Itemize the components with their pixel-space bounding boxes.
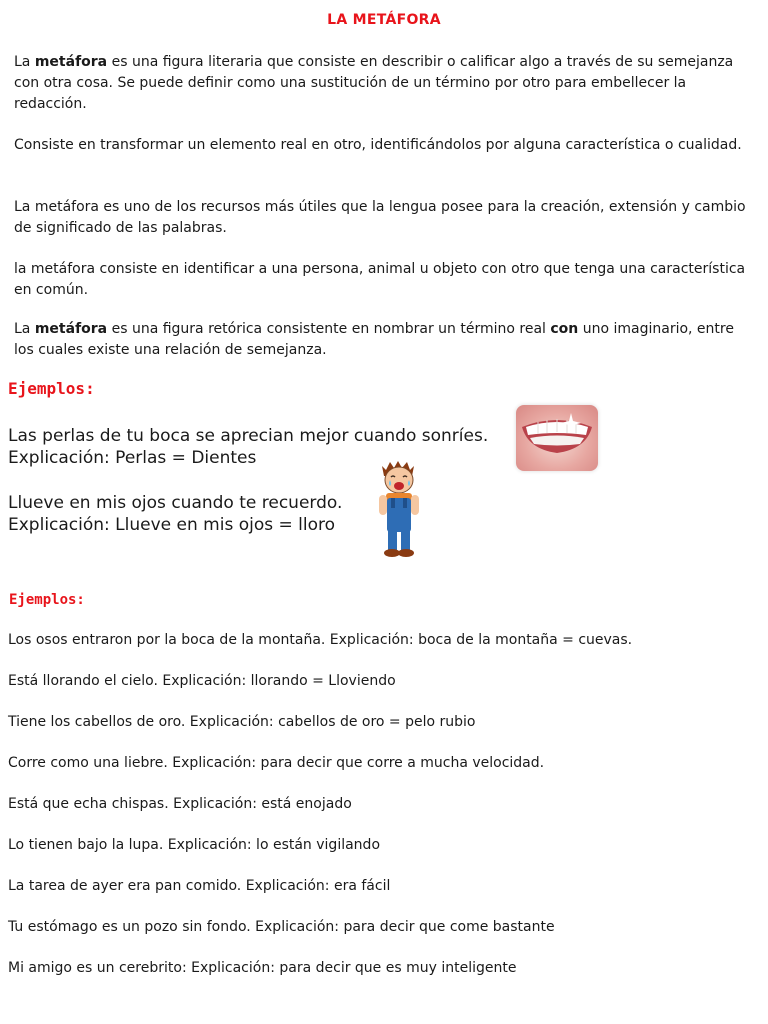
paragraph-resources: La metáfora es uno de los recursos más útiles que la lengua posee para la creación, extensión y cambio de significado de las palabras.	[14, 199, 746, 236]
example-block	[8, 492, 342, 536]
example-explanation: Explicación: Llueve en mis ojos = lloro	[8, 515, 336, 535]
example-explanation: Explicación: Perlas = Dientes	[8, 448, 257, 468]
crying-boy-illustration	[372, 460, 428, 560]
bold-term: metáfora	[34, 54, 108, 70]
paragraph-text: La	[14, 321, 35, 337]
smile-teeth-image	[516, 405, 598, 471]
page-title: LA METÁFORA	[327, 12, 441, 28]
example-sentence: Llueve en mis ojos cuando te recuerdo.	[8, 493, 343, 513]
examples-heading: Ejemplos:	[9, 592, 85, 608]
example-sentence: Las perlas de tu boca se aprecian mejor cuando sonríes.	[8, 426, 489, 446]
paragraph-transform: Consiste en transformar un elemento real en otro, identificándolos por alguna característica o cualidad.	[14, 137, 742, 153]
example-line: Corre como una liebre. Explicación: para decir que corre a mucha velocidad.	[8, 755, 545, 771]
teeth-icon	[516, 405, 598, 471]
paragraph-identify: la metáfora consiste en identificar a una persona, animal u objeto con otro que tenga una característica en común.	[14, 261, 746, 298]
example-line: Mi amigo es un cerebrito: Explicación: para decir que es muy inteligente	[8, 960, 517, 976]
example-line: Tiene los cabellos de oro. Explicación: cabellos de oro = pelo rubio	[8, 714, 476, 730]
paragraph-text: La	[14, 54, 35, 70]
paragraph-text: es una figura literaria que consiste en describir o calificar algo a través de su semejanza con otra cosa. Se puede definir como una sustitución de un término por otro para embellecer la redacción.	[14, 54, 734, 112]
bold-term: con	[550, 321, 579, 337]
crying-boy-icon	[372, 460, 428, 560]
paragraph-definition	[14, 52, 749, 115]
example-line: La tarea de ayer era pan comido. Explicación: era fácil	[8, 878, 391, 894]
bold-term: metáfora	[34, 321, 108, 337]
example-line: Tu estómago es un pozo sin fondo. Explicación: para decir que come bastante	[8, 919, 555, 935]
example-line: Está llorando el cielo. Explicación: llorando = Lloviendo	[8, 673, 396, 689]
example-line: Lo tienen bajo la lupa. Explicación: lo están vigilando	[8, 837, 381, 853]
paragraph-rhetoric	[14, 319, 749, 361]
paragraph-text: es una figura retórica consistente en nombrar un término real	[107, 321, 551, 337]
example-line: Está que echa chispas. Explicación: está enojado	[8, 796, 352, 812]
example-line: Los osos entraron por la boca de la montaña. Explicación: boca de la montaña = cuevas.	[8, 632, 633, 648]
examples-heading: Ejemplos:	[8, 379, 95, 398]
paragraph-text: uno imaginario, entre los cuales existe una relación de semejanza.	[14, 321, 734, 358]
